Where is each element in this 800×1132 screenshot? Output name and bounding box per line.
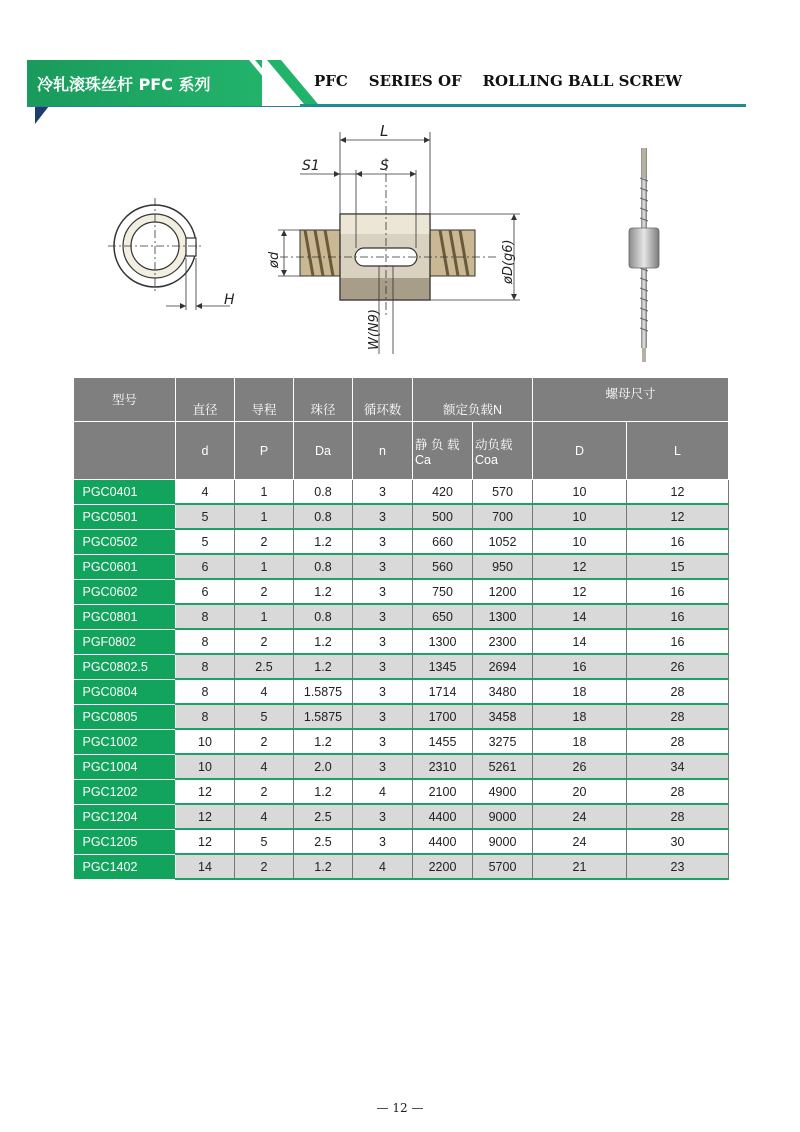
cell-model: PGC0501 [74, 504, 176, 529]
cell-P: 4 [235, 679, 294, 704]
cell-n: 3 [353, 804, 413, 829]
cell-Ca: 4400 [413, 829, 473, 854]
cell-model: PGC0801 [74, 604, 176, 629]
cell-d: 8 [176, 604, 235, 629]
header-model: 型号 [74, 378, 176, 422]
cell-Ca: 1700 [413, 704, 473, 729]
cell-n: 3 [353, 504, 413, 529]
cell-Coa: 5261 [473, 754, 533, 779]
banner-title: 冷轧滚珠丝杆 PFC 系列 [37, 75, 211, 94]
cell-n: 3 [353, 679, 413, 704]
cell-n: 3 [353, 480, 413, 505]
page-number: — 12 — [376, 1101, 424, 1115]
table-row [74, 854, 729, 879]
cell-n: 3 [353, 554, 413, 579]
cell-Coa: 2300 [473, 629, 533, 654]
cell-Ca: 1345 [413, 654, 473, 679]
cell-D: 10 [533, 480, 627, 505]
cell-P: 1 [235, 554, 294, 579]
table-row [74, 480, 729, 505]
end-view-drawing [108, 198, 235, 310]
table-row [74, 654, 729, 679]
table-row [74, 504, 729, 529]
cell-d: 8 [176, 629, 235, 654]
cell-model: PGC0502 [74, 529, 176, 554]
cell-D: 12 [533, 554, 627, 579]
cell-Ca: 660 [413, 529, 473, 554]
cell-L: 30 [627, 829, 729, 854]
cell-model: PGC0401 [74, 480, 176, 505]
cell-D: 21 [533, 854, 627, 879]
cell-d: 6 [176, 554, 235, 579]
cell-P: 2 [235, 529, 294, 554]
header-ball: 珠径 [294, 378, 353, 422]
cell-P: 4 [235, 754, 294, 779]
subheader-P: P [235, 422, 294, 480]
table-row [74, 629, 729, 654]
cell-D: 18 [533, 729, 627, 754]
cell-L: 28 [627, 804, 729, 829]
subheader-Da: Da [294, 422, 353, 480]
cell-P: 1 [235, 480, 294, 505]
subheader-dynamic [473, 422, 533, 480]
table-row [74, 554, 729, 579]
cell-L: 34 [627, 754, 729, 779]
cell-Coa: 3480 [473, 679, 533, 704]
cell-P: 2 [235, 729, 294, 754]
subheader-blank [74, 422, 176, 480]
cell-P: 2 [235, 629, 294, 654]
cell-D: 26 [533, 754, 627, 779]
cell-Coa: 2694 [473, 654, 533, 679]
cell-L: 26 [627, 654, 729, 679]
table-row [74, 679, 729, 704]
cell-L: 15 [627, 554, 729, 579]
technical-drawing [100, 118, 700, 368]
table-row [74, 704, 729, 729]
cell-Da: 1.2 [294, 654, 353, 679]
cell-d: 10 [176, 754, 235, 779]
cell-Coa: 3275 [473, 729, 533, 754]
header-diameter: 直径 [176, 378, 235, 422]
cell-model: PGC0601 [74, 554, 176, 579]
label-L: L [380, 122, 389, 140]
table-row [74, 804, 729, 829]
subheader-D: D [533, 422, 627, 480]
cell-Da: 1.2 [294, 529, 353, 554]
label-S: S [380, 158, 389, 174]
cell-n: 4 [353, 854, 413, 879]
table-row [74, 529, 729, 554]
cell-P: 5 [235, 704, 294, 729]
cell-P: 1 [235, 504, 294, 529]
header-rule-thin [27, 106, 746, 107]
cell-D: 10 [533, 504, 627, 529]
label-D: øD(g6) [501, 239, 516, 284]
cell-D: 12 [533, 579, 627, 604]
cell-Da: 0.8 [294, 480, 353, 505]
cell-D: 14 [533, 604, 627, 629]
subheader-static-symbol: Ca [415, 452, 431, 467]
spec-table [73, 377, 729, 880]
cell-Coa: 9000 [473, 829, 533, 854]
cell-Da: 1.2 [294, 854, 353, 879]
cell-L: 28 [627, 779, 729, 804]
cell-n: 3 [353, 579, 413, 604]
cell-L: 16 [627, 529, 729, 554]
table-row [74, 754, 729, 779]
spec-table-body [74, 480, 729, 880]
cell-P: 2.5 [235, 654, 294, 679]
cell-Da: 0.8 [294, 604, 353, 629]
cell-D: 10 [533, 529, 627, 554]
cell-P: 2 [235, 779, 294, 804]
cell-model: PGC0805 [74, 704, 176, 729]
cell-D: 24 [533, 804, 627, 829]
cell-d: 8 [176, 679, 235, 704]
cell-Ca: 500 [413, 504, 473, 529]
cell-Coa: 4900 [473, 779, 533, 804]
cell-Coa: 3458 [473, 704, 533, 729]
cell-model: PGC1204 [74, 804, 176, 829]
cell-n: 3 [353, 829, 413, 854]
cell-Coa: 700 [473, 504, 533, 529]
cell-Ca: 750 [413, 579, 473, 604]
cell-Da: 2.5 [294, 804, 353, 829]
cell-Da: 2.5 [294, 829, 353, 854]
cell-D: 14 [533, 629, 627, 654]
cell-Coa: 570 [473, 480, 533, 505]
cell-Ca: 2100 [413, 779, 473, 804]
label-S1: S1 [302, 158, 320, 174]
cell-d: 5 [176, 529, 235, 554]
cell-model: PGF0802 [74, 629, 176, 654]
cell-d: 6 [176, 579, 235, 604]
label-H: H [224, 292, 235, 308]
cell-D: 24 [533, 829, 627, 854]
cell-model: PGC1202 [74, 779, 176, 804]
cell-Da: 0.8 [294, 554, 353, 579]
subheader-static [413, 422, 473, 480]
cell-Da: 1.2 [294, 729, 353, 754]
label-W: W(N9) [367, 309, 382, 350]
cell-Ca: 560 [413, 554, 473, 579]
table-row [74, 829, 729, 854]
cell-d: 8 [176, 654, 235, 679]
cell-n: 3 [353, 654, 413, 679]
cell-model: PGC1402 [74, 854, 176, 879]
cell-d: 8 [176, 704, 235, 729]
cell-P: 4 [235, 804, 294, 829]
cell-d: 10 [176, 729, 235, 754]
table-row [74, 779, 729, 804]
cell-Ca: 2200 [413, 854, 473, 879]
subheader-static-label: 静 负 载 [415, 437, 460, 452]
cell-L: 12 [627, 504, 729, 529]
cell-D: 18 [533, 704, 627, 729]
cell-d: 12 [176, 804, 235, 829]
cell-L: 28 [627, 729, 729, 754]
subheader-d: d [176, 422, 235, 480]
cell-d: 5 [176, 504, 235, 529]
cell-L: 23 [627, 854, 729, 879]
header-nut: 螺母尺寸 [533, 378, 729, 422]
cell-model: PGC1002 [74, 729, 176, 754]
cell-Da: 1.2 [294, 779, 353, 804]
table-row [74, 729, 729, 754]
cell-Da: 1.5875 [294, 679, 353, 704]
cell-Da: 1.2 [294, 629, 353, 654]
cell-Ca: 420 [413, 480, 473, 505]
cell-Ca: 1714 [413, 679, 473, 704]
header-circuits: 循环数 [353, 378, 413, 422]
cell-Da: 0.8 [294, 504, 353, 529]
cell-Coa: 1200 [473, 579, 533, 604]
cell-L: 28 [627, 704, 729, 729]
cell-Ca: 1300 [413, 629, 473, 654]
table-row [74, 579, 729, 604]
cell-L: 28 [627, 679, 729, 704]
cell-D: 18 [533, 679, 627, 704]
cell-model: PGC1004 [74, 754, 176, 779]
cell-model: PGC0802.5 [74, 654, 176, 679]
cell-n: 3 [353, 754, 413, 779]
cell-Ca: 4400 [413, 804, 473, 829]
cell-Da: 2.0 [294, 754, 353, 779]
header-load: 额定负载N [413, 378, 533, 422]
subheader-dynamic-label: 动负载 [475, 437, 513, 452]
cell-n: 4 [353, 779, 413, 804]
cell-d: 4 [176, 480, 235, 505]
cell-d: 14 [176, 854, 235, 879]
cell-d: 12 [176, 829, 235, 854]
series-title: PFC SERIES OF ROLLING BALL SCREW [314, 72, 683, 90]
subheader-n: n [353, 422, 413, 480]
subheader-L: L [627, 422, 729, 480]
header-lead: 导程 [235, 378, 294, 422]
cell-Da: 1.5875 [294, 704, 353, 729]
header-banner [27, 60, 307, 106]
cell-L: 16 [627, 579, 729, 604]
cell-model: PGC1205 [74, 829, 176, 854]
cell-n: 3 [353, 629, 413, 654]
cell-P: 2 [235, 854, 294, 879]
cell-Coa: 1052 [473, 529, 533, 554]
cell-L: 12 [627, 480, 729, 505]
cell-Da: 1.2 [294, 579, 353, 604]
table-row [74, 604, 729, 629]
cell-P: 2 [235, 579, 294, 604]
subheader-dynamic-symbol: Coa [475, 452, 498, 467]
cell-n: 3 [353, 529, 413, 554]
product-photo [629, 148, 659, 362]
cell-model: PGC0804 [74, 679, 176, 704]
cell-n: 3 [353, 604, 413, 629]
cell-Coa: 950 [473, 554, 533, 579]
cell-model: PGC0602 [74, 579, 176, 604]
cell-Ca: 650 [413, 604, 473, 629]
cell-L: 16 [627, 629, 729, 654]
cell-Coa: 9000 [473, 804, 533, 829]
cell-L: 16 [627, 604, 729, 629]
cell-Ca: 1455 [413, 729, 473, 754]
cell-d: 12 [176, 779, 235, 804]
cell-Coa: 5700 [473, 854, 533, 879]
label-d: ød [267, 251, 282, 268]
cell-n: 3 [353, 729, 413, 754]
cell-Ca: 2310 [413, 754, 473, 779]
cell-Coa: 1300 [473, 604, 533, 629]
side-view-drawing [267, 122, 520, 354]
cell-P: 5 [235, 829, 294, 854]
cell-D: 20 [533, 779, 627, 804]
cell-D: 16 [533, 654, 627, 679]
banner-corner [35, 106, 49, 124]
cell-n: 3 [353, 704, 413, 729]
cell-P: 1 [235, 604, 294, 629]
